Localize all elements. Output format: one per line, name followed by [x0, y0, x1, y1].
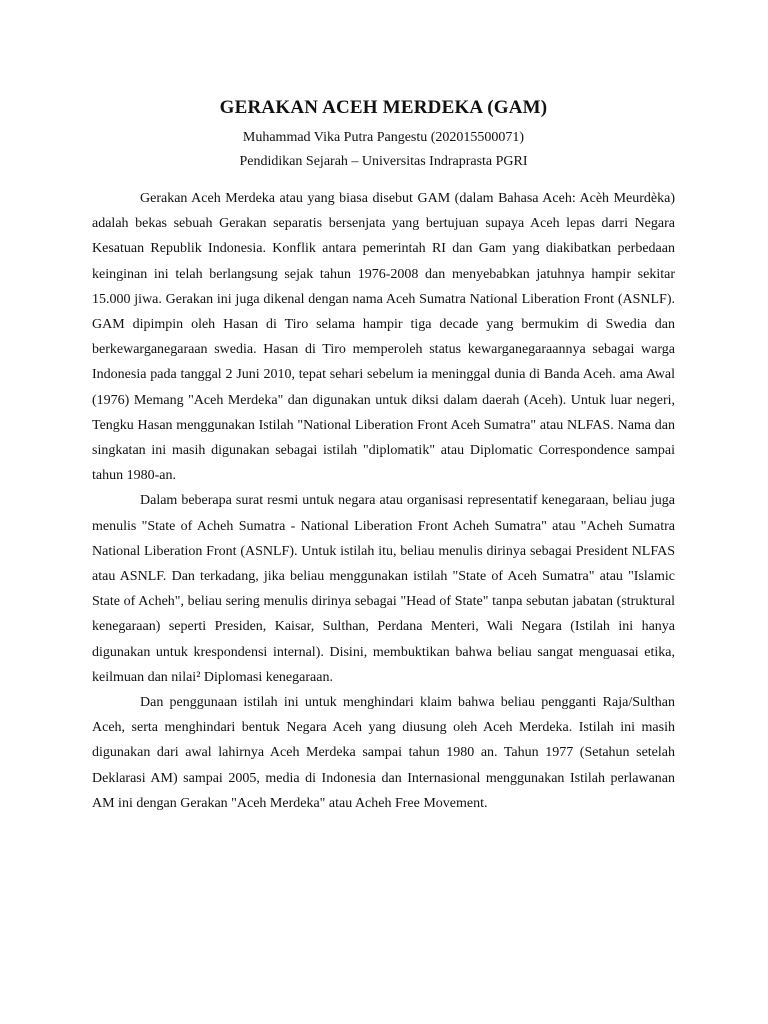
body-paragraph-2: Dalam beberapa surat resmi untuk negara atau organisasi representatif kenegaraan, beliau juga menulis "State of Acheh Sumatra - National Liberation Front Acheh Sumatra" atau "Acheh Sumatra National Liberation Front (ASNLF). Untuk istilah itu, beliau menulis dirinya sebagai President NLFAS atau ASNLF. Dan terkadang, jika beliau menggunakan istilah "State of Aceh Sumatra" atau "Islamic State of Acheh", beliau sering menulis dirinya sebagai "Head of State" tanpa sebutan jabatan (struktural kenegaraan) seperti Presiden, Kaisar, Sulthan, Perdana Menteri, Wali Negara (Istilah ini hanya digunakan untuk krespondensi internal). Disini, membuktikan bahwa beliau sangat menguasai etika, keilmuan dan nilai² Diplomasi kenegaraan.	[92, 493, 675, 685]
document-page	[92, 96, 675, 816]
author-line: Muhammad Vika Putra Pangestu (202015500071)	[242, 130, 525, 145]
document-title: GERAKAN ACEH MERDEKA (GAM)	[219, 97, 548, 118]
body-paragraph-3: Dan penggunaan istilah ini untuk menghindari klaim bahwa beliau pengganti Raja/Sulthan Aceh, serta menghindari bentuk Negara Aceh yang diusung oleh Aceh Merdeka. Istilah ini masih digunakan dari awal lahirnya Aceh Merdeka sampai tahun 1980 an. Tahun 1977 (Setahun setelah Deklarasi AM) sampai 2005, media di Indonesia dan Internasional menggunakan Istilah perlawanan AM ini dengan Gerakan "Aceh Merdeka" atau Acheh Free Movement.	[92, 695, 675, 811]
affiliation-line: Pendidikan Sejarah – Universitas Indraprasta PGRI	[239, 154, 528, 169]
body-paragraph-1: Gerakan Aceh Merdeka atau yang biasa disebut GAM (dalam Bahasa Aceh: Acèh Meurdèka) adalah bekas sebuah Gerakan separatis bersenjata yang bertujuan supaya Aceh lepas darri Negara Kesatuan Republik Indonesia. Konflik antara pemerintah RI dan Gam yang diakibatkan perbedaan keinginan ini telah berlangsung sejak tahun 1976-2008 dan menyebabkan jatuhnya hampir sekitar 15.000 jiwa. Gerakan ini juga dikenal dengan nama Aceh Sumatra National Liberation Front (ASNLF). GAM dipimpin oleh Hasan di Tiro selama hampir tiga decade yang bermukim di Swedia dan berkewarganegaraan swedia. Hasan di Tiro memperoleh status kewarganegaraannya sebagai warga Indonesia pada tanggal 2 Juni 2010, tepat sehari sebelum ia meninggal dunia di Banda Aceh. ama Awal (1976) Memang "Aceh Merdeka" dan digunakan untuk diksi dalam daerah (Aceh). Untuk luar negeri, Tengku Hasan menggunakan Istilah "National Liberation Front Aceh Sumatra" atau NLFAS. Nama dan singkatan ini masih digunakan sebagai istilah "diplomatik" atau Diplomatic Correspondence sampai tahun 1980-an.	[92, 191, 675, 484]
